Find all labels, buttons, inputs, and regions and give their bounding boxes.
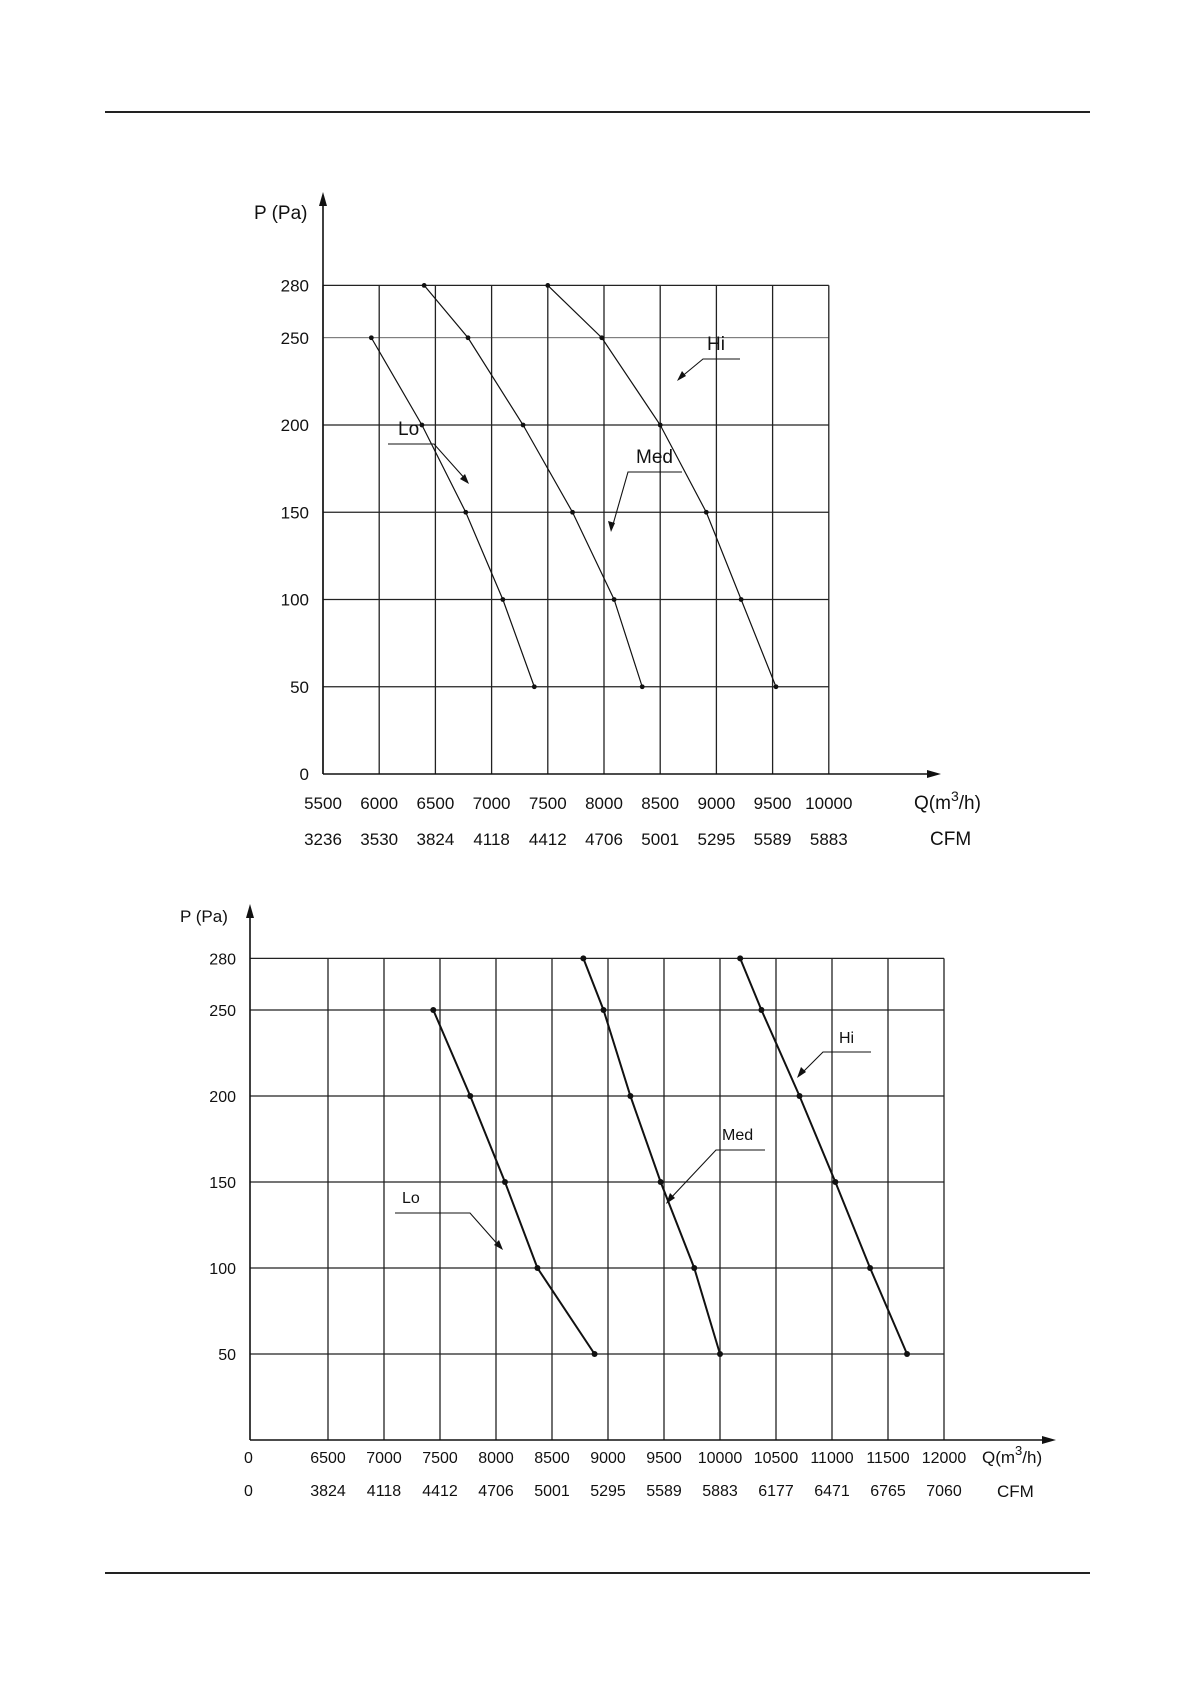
chart2-cfm-tick-label: 4412 — [422, 1483, 458, 1500]
chart2-series-hi-line — [740, 958, 907, 1354]
chart2-y-tick-label: 50 — [218, 1347, 236, 1364]
chart2-cfm-tick-label: 7060 — [926, 1483, 962, 1500]
chart2-leader-med — [669, 1150, 765, 1200]
chart2-x-tick-label: 7000 — [366, 1450, 402, 1467]
chart1-y-tick-label: 100 — [280, 590, 309, 610]
chart1-x-tick-label: 9500 — [753, 794, 792, 813]
chart1-x-tick-label: 7500 — [528, 794, 567, 813]
chart2-cfm-tick-label: 3824 — [310, 1483, 346, 1500]
chart2-y-axis-label: P (Pa) — [180, 907, 228, 926]
chart2-series-med-point — [658, 1179, 664, 1185]
chart1-y-tick-label: 250 — [280, 328, 309, 348]
chart2-x-tick-label: 8500 — [534, 1450, 570, 1467]
chart2-series-hi-point — [832, 1179, 838, 1185]
chart2-cfm-tick-label: 4118 — [366, 1483, 402, 1500]
chart1-x-tick-label: 6000 — [360, 794, 399, 813]
chart1-x-axis-label: $Q(m^3/h)$ — [914, 788, 981, 814]
chart1-x-tick-label: 6500 — [416, 794, 455, 813]
chart1-x-tick-label: 8500 — [641, 794, 680, 813]
chart2-axes — [246, 904, 1056, 1444]
chart1-cfm-tick-label: 4118 — [473, 830, 510, 849]
chart2-x-tick-label: 6500 — [310, 1450, 346, 1467]
chart1-x-tick-label: 10000 — [805, 794, 853, 813]
chart2-x-tick-label: 9500 — [646, 1450, 682, 1467]
chart2-x-tick-label: 8000 — [478, 1450, 514, 1467]
chart2-leader-hi-arrow-icon — [797, 1067, 806, 1078]
chart2-x-tick-label: 11500 — [866, 1450, 910, 1467]
chart2-y-tick-labels — [209, 951, 236, 1364]
chart1-y-tick-label: 280 — [280, 276, 309, 296]
chart1-cfm-tick-label: 4706 — [585, 830, 623, 849]
chart2-cfm-tick-labels — [310, 1483, 962, 1500]
chart1-y-tick-label: 0 — [299, 765, 309, 784]
chart2-series-hi-point — [867, 1265, 873, 1271]
chart2-x-tick-label: 7500 — [422, 1450, 458, 1467]
chart1-legend-hi: Hi — [707, 334, 725, 355]
y-axis-arrow-icon — [246, 904, 254, 918]
bottom-rule — [105, 1572, 1090, 1574]
chart2-x-tick-label: 9000 — [590, 1450, 626, 1467]
chart2-x-tick-label: 12000 — [921, 1450, 967, 1467]
chart2-cfm-tick-label: 6177 — [758, 1483, 794, 1500]
chart1-y-tick-label: 150 — [280, 503, 309, 523]
chart1-cfm-axis-label: CFM — [930, 829, 972, 850]
chart2-cfm-tick-label: 5589 — [646, 1483, 682, 1500]
chart1-y-axis-label: P (Pa) — [254, 203, 308, 224]
chart2-x-tick-labels — [310, 1450, 966, 1467]
chart1-cfm-tick-label: 5883 — [809, 830, 848, 849]
chart1-cfm-tick-label: 4412 — [528, 830, 567, 849]
chart2-cfm-tick-label: 4706 — [478, 1483, 514, 1500]
chart1-y-tick-label: 50 — [290, 677, 309, 697]
chart2-x-zero-label: 0 — [244, 1450, 253, 1467]
chart1-cfm-tick-label: 3530 — [360, 830, 399, 849]
chart2-series-hi-point — [737, 955, 743, 961]
chart2-cfm-tick-label: 5883 — [702, 1483, 738, 1500]
chart2-series-lo-point — [592, 1351, 598, 1357]
chart2-series-lo-point — [430, 1007, 436, 1013]
chart1-cfm-tick-label: 3236 — [304, 830, 342, 849]
chart2-cfm-tick-label: 5001 — [534, 1483, 570, 1500]
chart2-series — [430, 955, 910, 1357]
chart2-cfm-tick-label: 6765 — [870, 1483, 906, 1500]
chart1-x-tick-label: 9000 — [697, 794, 736, 813]
chart2-y-tick-label: 250 — [209, 1003, 236, 1020]
chart2-x-tick-label: 10000 — [697, 1450, 743, 1467]
chart2-y-tick-label: 100 — [209, 1261, 236, 1278]
chart2-y-tick-label: 280 — [209, 951, 236, 969]
chart2-cfm-axis-label: CFM — [997, 1482, 1034, 1501]
chart2-series-med-point — [580, 955, 586, 961]
chart1-x-tick-label: 7000 — [472, 794, 511, 813]
chart2-series-hi-point — [797, 1093, 803, 1099]
chart2-series-lo-point — [534, 1265, 540, 1271]
chart1-legend-med: Med — [636, 447, 673, 468]
chart2-x-tick-label: 11000 — [810, 1450, 854, 1467]
chart1-legend-lo: Lo — [398, 419, 420, 440]
chart1-x-tick-label: 5500 — [304, 794, 342, 813]
chart2-cfm-tick-label: 6471 — [814, 1483, 850, 1500]
chart2-leader-hi — [800, 1052, 871, 1075]
chart2-x-axis-label: $Q(m^3/h)$ — [982, 1443, 1043, 1467]
chart1-cfm-tick-label: 3824 — [416, 830, 455, 849]
x-axis-arrow-icon — [1042, 1436, 1056, 1444]
chart2-y-tick-label: 150 — [209, 1175, 236, 1192]
chart2-series-lo-point — [502, 1179, 508, 1185]
chart2-series-med-line — [583, 958, 720, 1354]
chart2-legend-lo: Lo — [402, 1190, 420, 1207]
chart2-series-med-point — [717, 1351, 723, 1357]
chart1-cfm-tick-label: 5589 — [753, 830, 792, 849]
chart2-cfm-zero-label: 0 — [244, 1483, 253, 1500]
chart2-x-tick-label: 10500 — [753, 1450, 799, 1467]
chart2-series-med-point — [601, 1007, 607, 1013]
chart2-leader-lo — [395, 1213, 500, 1247]
chart2-series-med-point — [691, 1265, 697, 1271]
chart2-series-med-point — [627, 1093, 633, 1099]
chart2-series-lo-point — [467, 1093, 473, 1099]
chart2-series-hi-point — [758, 1007, 764, 1013]
chart1-y-tick-label: 200 — [280, 416, 309, 435]
chart2-y-tick-label: 200 — [209, 1089, 236, 1106]
chart2-legend-hi: Hi — [839, 1030, 855, 1047]
chart2-legend-med: Med — [722, 1127, 754, 1144]
chart2-cfm-tick-label: 5295 — [590, 1483, 626, 1500]
chart1-cfm-tick-label: 5001 — [641, 830, 680, 849]
chart1-cfm-tick-label: 5295 — [697, 830, 736, 849]
chart2-series-hi-point — [904, 1351, 910, 1357]
chart1-x-tick-label: 8000 — [585, 794, 623, 813]
